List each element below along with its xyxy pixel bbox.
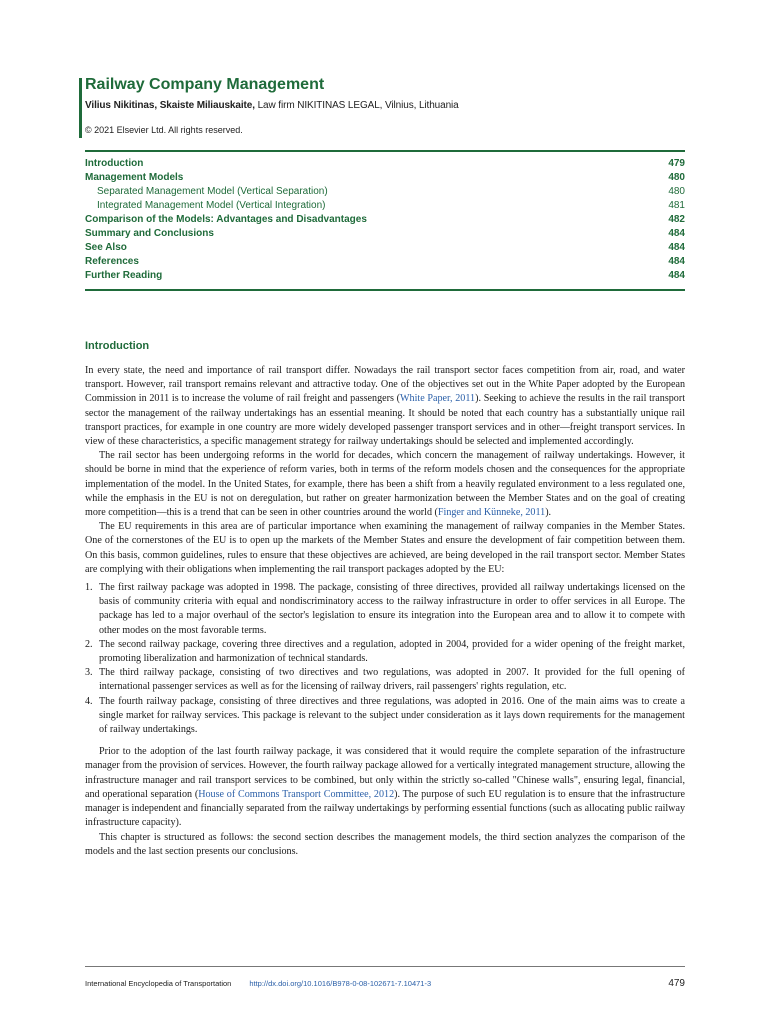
- list-number: 4.: [85, 695, 93, 707]
- citation-link[interactable]: White Paper, 2011: [400, 393, 476, 405]
- introduction-body: [85, 364, 685, 859]
- citation-link[interactable]: House of Commons Transport Committee, 2012: [198, 788, 395, 800]
- toc-item[interactable]: [85, 269, 685, 283]
- article-header: [85, 74, 685, 135]
- toc-item-label: Introduction: [85, 158, 144, 169]
- toc-subitem[interactable]: [85, 199, 685, 213]
- toc-item-page: 480: [668, 186, 685, 197]
- toc-item-page: 484: [668, 270, 685, 281]
- paragraph-text: The rail sector has been undergoing reforms in the world for decades, which concern the management of railway undertakings. However, it should be borne in mind that the experience of reform varies, both in terms of the reform models chosen and the consequences for the appropriate implementation of the model. In the United States, for example, there has been a shift from a heavily regulated environment to a less regulated one, while the emphasis in the EU is not on deregulation, but rather on greater harmonization between the Member States and on the goal of creating more competition—this is a trend that can be seen in other countries around the world (: [85, 450, 685, 519]
- toc-item-page: 484: [668, 256, 685, 267]
- paragraph: [85, 745, 685, 830]
- paragraph: [85, 449, 685, 520]
- toc-item[interactable]: [85, 171, 685, 185]
- paragraph: The EU requirements in this area are of particular importance when examining the management of railway companies in the Member States. One of the cornerstones of the EU is to open up the markets of the Member States and ensure the development of fair competition between them. On this basis, common guidelines, rules to ensure that these objectives are achieved, are being developed in the rail transport sector. Member States are complying with their obligations when implementing the rail transport packages adopted by the EU:: [85, 521, 685, 575]
- toc-item[interactable]: [85, 213, 685, 227]
- header-accent-bar: [79, 78, 82, 138]
- railway-package-list: [85, 581, 685, 737]
- paragraph-text: In every state, the need and importance of rail transport differ. Nowadays the rail transport sector faces competition from air, road, and water transport. However, rail transport remains relevant and attractive today. One of the objectives set out in the White Paper adopted by the European Commission in 2011 is to increase the volume of rail freight and passengers (: [85, 365, 685, 405]
- list-number: 3.: [85, 667, 93, 679]
- toc-item[interactable]: [85, 157, 685, 171]
- list-item: [85, 638, 685, 666]
- toc-item-label: See Also: [85, 242, 127, 253]
- citation-link[interactable]: Finger and Künneke, 2011: [437, 507, 546, 519]
- list-item-text: The fourth railway package, consisting of three directives and three regulations, was adopted in 2016. One of the main aims was to create a single market for railway services. This package is relevant to the subject under consideration as it lays down requirements for the management of railway undertakings.: [99, 695, 685, 736]
- paragraph-text: ). The purpose of such EU regulation is to ensure that the infrastructure manager is independent and financially separated from the railway undertakings by performing essential functions (such as allocating public railway infrastructure capacity).: [85, 788, 686, 829]
- author-line: [85, 100, 685, 111]
- author-affiliation: Law firm NIKITINAS LEGAL, Vilnius, Lithuania: [257, 100, 459, 111]
- section-heading-introduction: Introduction: [85, 340, 150, 352]
- list-item-text: The third railway package, consisting of two directives and two regulations, was adopted in 2007. It provided for the full opening of international passenger services as well as for the licensing of railway drivers, rail passengers' rights regulation, etc.: [99, 667, 685, 693]
- toc-item-page: 482: [668, 214, 685, 225]
- list-item: [85, 695, 685, 738]
- paragraph-text: Prior to the adoption of the last fourth railway package, it was considered that it would require the complete separation of the infrastructure manager from the provision of services. However, the fourth railway package allowed for a vertically integrated management structure, allowing the infrastructure manager and rail transport services to be combined, but only within the strictly so-called "Chinese walls", ensuring legal, financial, and operational separation (: [85, 746, 685, 800]
- page-footer: [85, 966, 685, 991]
- table-of-contents: [85, 150, 685, 291]
- page-number: 479: [668, 978, 685, 989]
- toc-item-page: 479: [668, 158, 685, 169]
- toc-item[interactable]: [85, 255, 685, 269]
- toc-item-label: Summary and Conclusions: [85, 228, 214, 239]
- copyright-notice: © 2021 Elsevier Ltd. All rights reserved.: [85, 125, 243, 135]
- toc-item[interactable]: [85, 241, 685, 255]
- toc-item-label: Separated Management Model (Vertical Separation): [97, 186, 328, 197]
- toc-item-page: 480: [668, 172, 685, 183]
- list-item-text: The first railway package was adopted in 1998. The package, consisting of three directives, provided all railway undertakings licensed on the basis of community criteria with equal and nondiscriminatory access to the railway infrastructure in order to offer services in all Europe. The package has led to a major overhaul of the sector's legislation to ensure its integration into the European area and to allow it to compete with other modes on the most favorable terms.: [99, 582, 685, 636]
- list-number: 1.: [85, 582, 93, 594]
- toc-item-page: 484: [668, 242, 685, 253]
- toc-item-page: 484: [668, 228, 685, 239]
- footer-left: [85, 973, 431, 991]
- paragraph: This chapter is structured as follows: the second section describes the management models, the third section analyzes the comparison of the models and the last section presents our conclusions.: [85, 831, 685, 857]
- footer-doi-link[interactable]: http://dx.doi.org/10.1016/B978-0-08-102671-7.10471-3: [249, 979, 432, 988]
- list-item: [85, 581, 685, 638]
- paragraph: [85, 364, 685, 449]
- toc-item-label: References: [85, 256, 139, 267]
- list-item-text: The second railway package, covering three directives and a regulation, adopted in 2004, provided for a wider opening of the freight market, promoting liberalization and harmonization of technical standards.: [99, 638, 685, 665]
- toc-item-label: Management Models: [85, 172, 184, 183]
- paragraph-text: ). Seeking to achieve the results in the rail transport sector the management of the railway undertakings has an essential meaning. It should be noted that each country has a substantially unique rail transport practices, for example in one country are more widely developed passenger transport services and in other—freight transport services. In view of these characteristics, a specific management strategy for railway undertakings should be selected and implemented accordingly.: [85, 393, 686, 448]
- toc-item[interactable]: [85, 227, 685, 241]
- list-item: [85, 666, 685, 694]
- paragraph-text: ).: [545, 507, 552, 519]
- footer-source: International Encyclopedia of Transportation: [85, 979, 232, 988]
- toc-item-label: Comparison of the Models: Advantages and Disadvantages: [85, 214, 367, 225]
- toc-subitem[interactable]: [85, 185, 685, 199]
- list-number: 2.: [85, 638, 93, 650]
- article-title: Railway Company Management: [85, 76, 325, 93]
- author-names: Vilius Nikitinas, Skaiste Miliauskaite,: [85, 100, 255, 111]
- toc-item-label: Further Reading: [85, 270, 163, 281]
- toc-item-page: 481: [668, 200, 685, 211]
- toc-item-label: Integrated Management Model (Vertical Integration): [97, 200, 326, 211]
